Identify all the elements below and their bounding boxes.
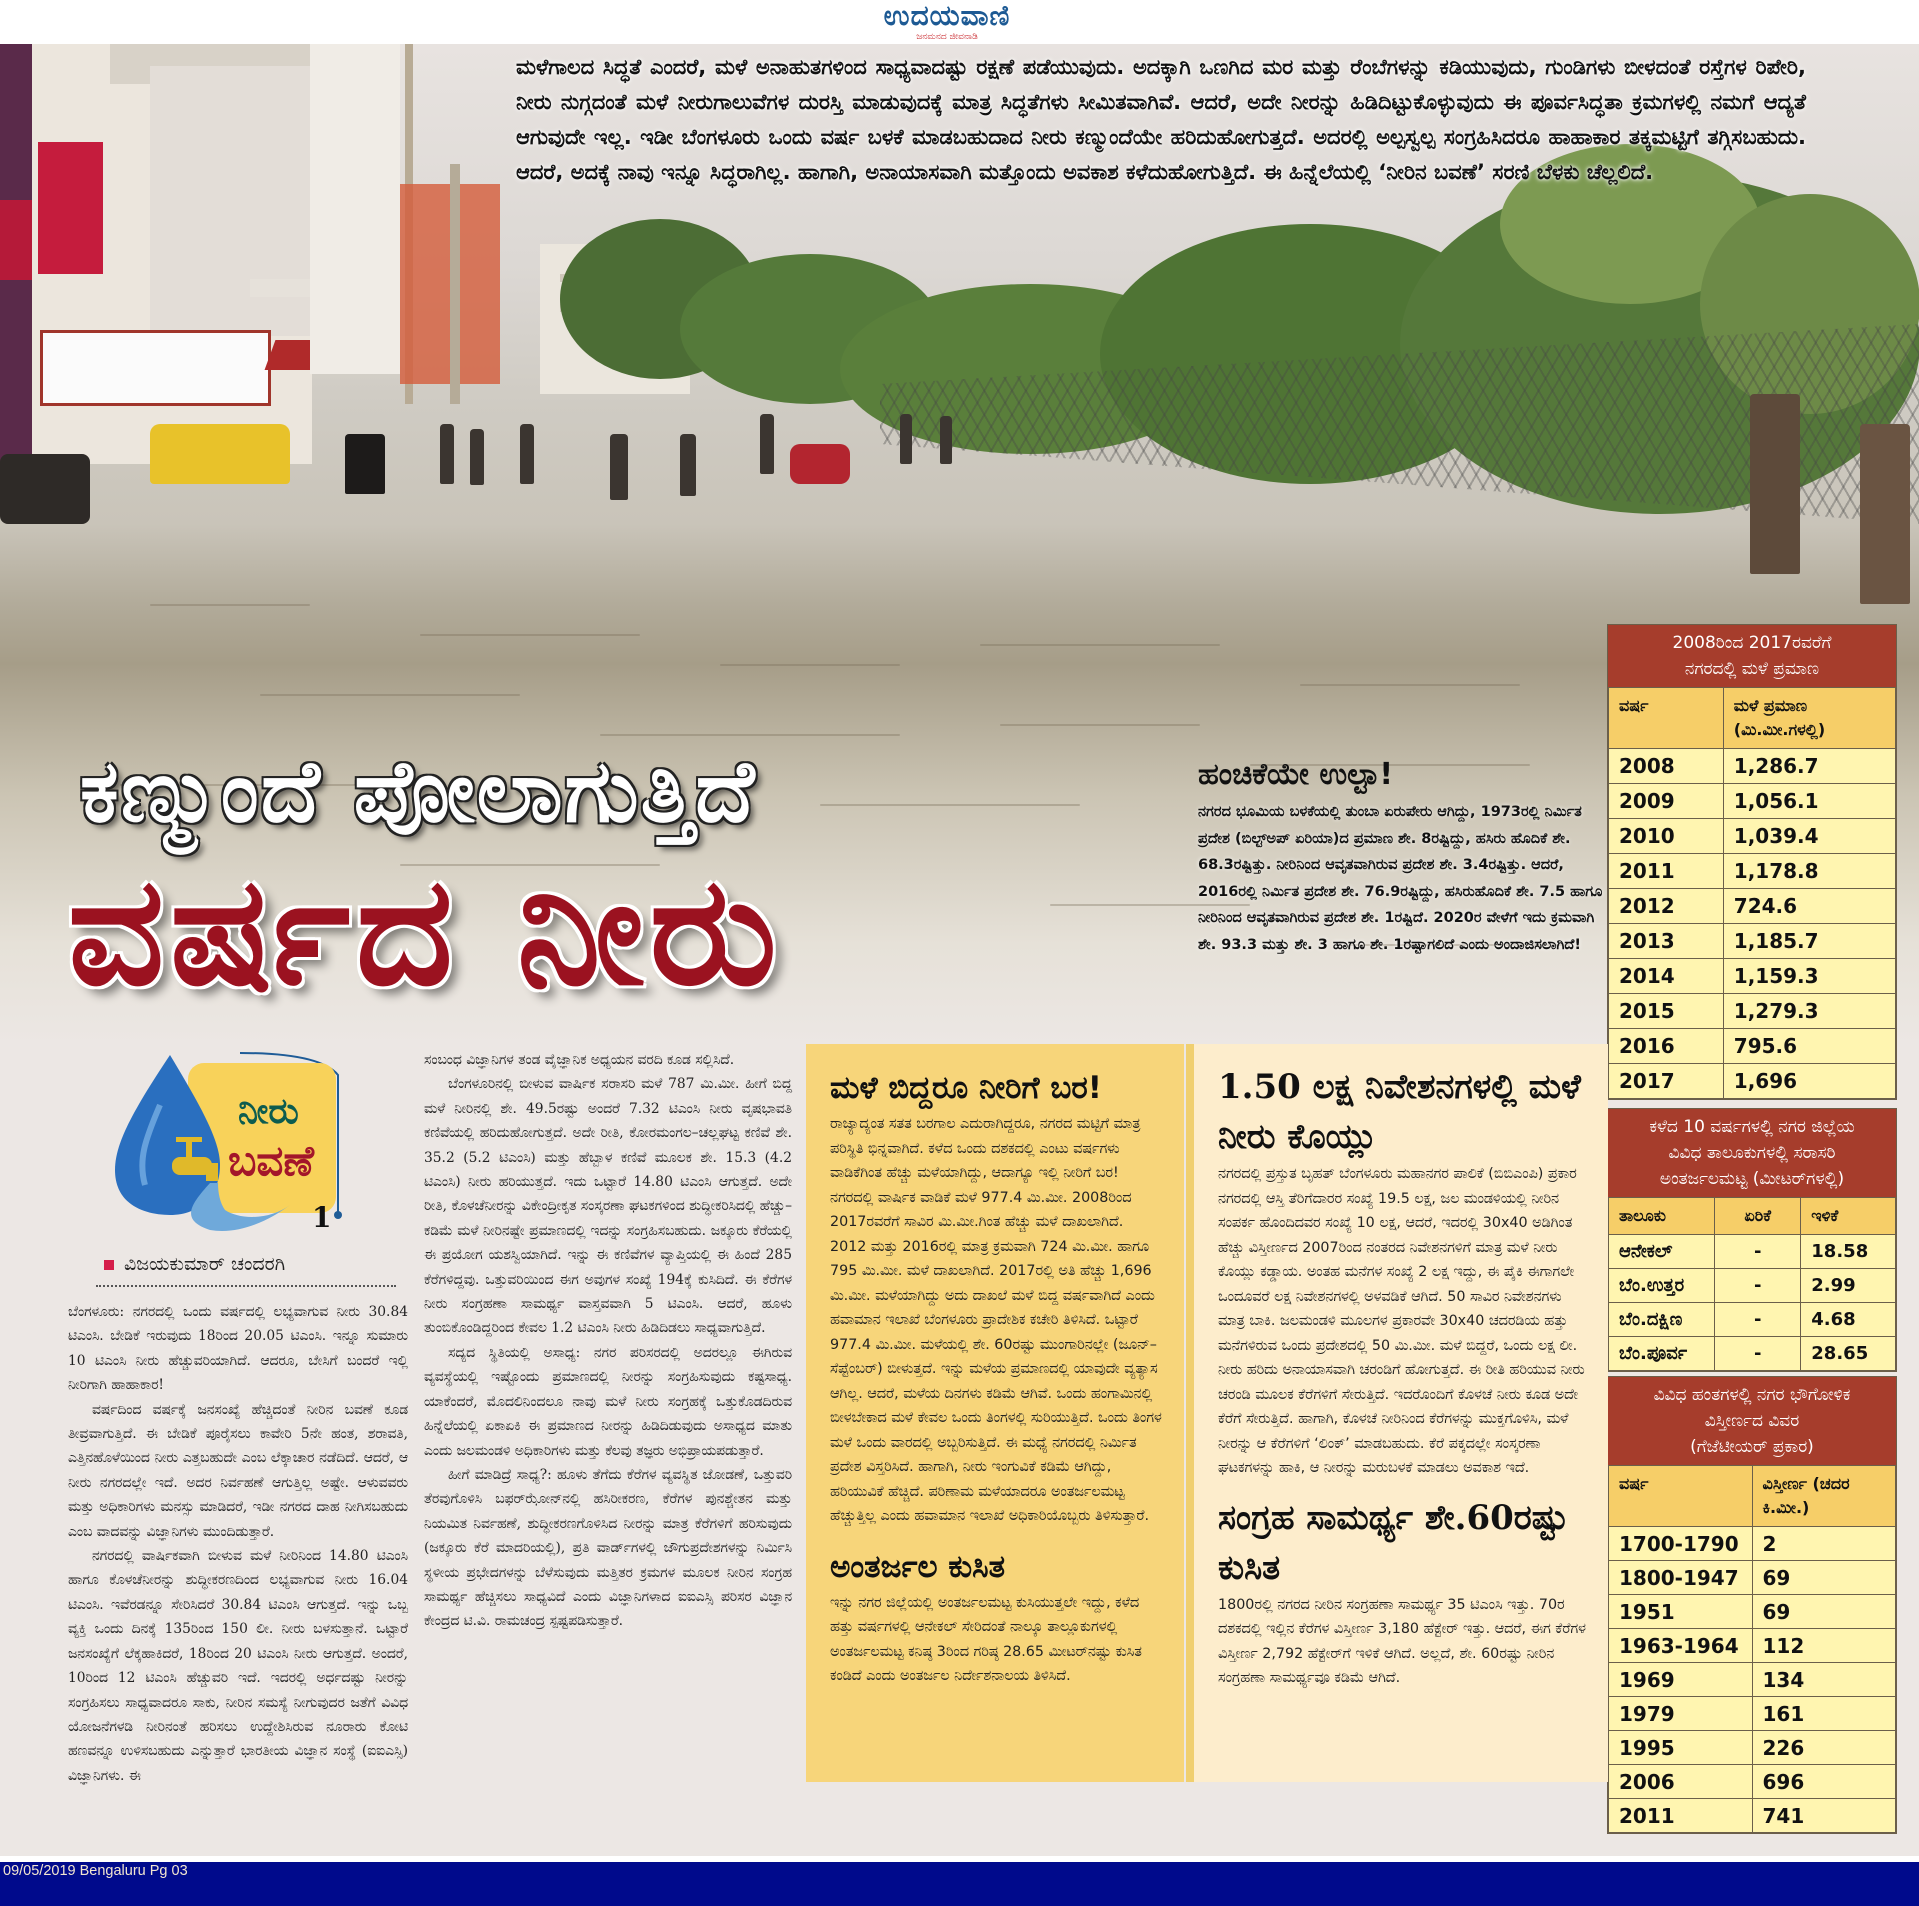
bullet-square-icon <box>104 1260 114 1270</box>
author-name: ವಿಜಯಕುಮಾರ್ ಚಂದರಗಿ <box>124 1253 286 1275</box>
series-number: 1 <box>312 1201 332 1234</box>
article-paragraph: ಬೆಂಗಳೂರು: ನಗರದಲ್ಲಿ ಒಂದು ವರ್ಷದಲ್ಲಿ ಲಭ್ಯವಾಗುವ ನೀರು 30.84 ಟಿಎಂಸಿ. ಬೇಡಿಕೆ ಇರುವುದು 18ರಿಂದ 20.05 ಟಿಎಂಸಿ. ಇನ್ನೂ ಸುಮಾರು 10 ಟಿಎಂಸಿ ನೀರು ಹೆಚ್ಚುವರಿಯಾಗಿದೆ. ಆದರೂ, ಬೇಸಿಗೆ ಬಂದರೆ ಇಲ್ಲಿ ನೀರಿಗಾಗಿ ಹಾಹಾಕಾರ! <box>68 1304 408 1394</box>
table-row <box>1609 1029 1896 1064</box>
table-cell: 1,056.1 <box>1723 784 1895 819</box>
table-cell: 1,696 <box>1723 1064 1895 1099</box>
table-cell: ಬೆಂ.ಉತ್ತರ <box>1609 1269 1715 1303</box>
article-paragraph: ಬೆಂಗಳೂರಿನಲ್ಲಿ ಬೀಳುವ ವಾರ್ಷಿಕ ಸರಾಸರಿ ಮಳೆ 787 ಮಿ.ಮೀ. ಹೀಗೆ ಬಿದ್ದ ಮಳೆ ನೀರಿನಲ್ಲಿ ಶೇ. 49.5ರಷ್ಟು ಅಂದರೆ 7.32 ಟಿಎಂಸಿ ನೀರು ವೃಷಭಾವತಿ ಕಣಿವೆಯಲ್ಲಿ ಹರಿದುಹೋಗುತ್ತದೆ. ಅದೇ ರೀತಿ, ಕೋರಮಂಗಲ–ಚಲ್ಲಘಟ್ಟ ಕಣಿವೆ ಶೇ. 35.2 (5.2 ಟಿಎಂಸಿ) ಮತ್ತು ಹೆಬ್ಬಾಳ ಕಣಿವೆ ಮೂಲಕ ಶೇ. 15.3 (4.2 ಟಿಎಂಸಿ) ನೀರು ಹರಿಯುತ್ತದೆ. ಇದು ಒಟ್ಟಾರೆ 14.80 ಟಿಎಂಸಿ ಆಗುತ್ತದೆ. ಅದೇ ರೀತಿ, ಕೊಳಚೆನೀರನ್ನು ವಿಕೇಂದ್ರೀಕೃತ ಸಂಸ್ಕರಣಾ ಘಟಕಗಳಿಂದ ಶುದ್ಧೀಕರಿಸಿದಲ್ಲಿ ಹೆಚ್ಚು–ಕಡಿಮೆ ಮಳೆ ನೀರಿನಷ್ಟೇ ಪ್ರಮಾಣದಲ್ಲಿ ಇದನ್ನು ಸಂಗ್ರಹಿಸಬಹುದು. ಜಕ್ಕೂರು ಕೆರೆಯಲ್ಲಿ ಈ ಪ್ರಯೋಗ ಯಶಸ್ವಿಯಾಗಿದೆ. ಇನ್ನು ಈ ಕಣಿವೆಗಳ ವ್ಯಾಪ್ತಿಯಲ್ಲಿ ಈ ಹಿಂದೆ 285 ಕೆರೆಗಳಿದ್ದವು. ಒತ್ತುವರಿಯಿಂದ ಈಗ ಅವುಗಳ ಸಂಖ್ಯೆ 194ಕ್ಕೆ ಕುಸಿದಿದೆ. ಈ ಕೆರೆಗಳ ನೀರು ಸಂಗ್ರಹಣಾ ಸಾಮರ್ಥ್ಯ ವಾಸ್ತವವಾಗಿ 5 ಟಿಎಂಸಿ. ಆದರೆ, ಹೂಳು ತುಂಬಿಕೊಂಡಿದ್ದರಿಂದ ಕೇವಲ 1.2 ಟಿಎಂಸಿ ನೀರು ಹಿಡಿದಿಡಲು ಸಾಧ್ಯವಾಗುತ್ತಿದೆ. <box>424 1076 792 1337</box>
column-header: ವರ್ಷ <box>1609 688 1724 749</box>
city-area-table <box>1607 1376 1897 1834</box>
table-row <box>1609 994 1896 1029</box>
table-cell: 2011 <box>1609 854 1724 889</box>
intro-paragraph: ಮಳೆಗಾಲದ ಸಿದ್ಧತೆ ಎಂದರೆ, ಮಳೆ ಅನಾಹುತಗಳಿಂದ ಸಾಧ್ಯವಾದಷ್ಟು ರಕ್ಷಣೆ ಪಡೆಯುವುದು. ಅದಕ್ಕಾಗಿ ಒಣಗಿದ ಮರ ಮತ್ತು ರೆಂಬೆಗಳನ್ನು ಕಡಿಯುವುದು, ಗುಂಡಿಗಳು ಬೀಳದಂತೆ ರಸ್ತೆಗಳ ರಿಪೇರಿ, ನೀರು ನುಗ್ಗದಂತೆ ಮಳೆ ನೀರುಗಾಲುವೆಗಳ ದುರಸ್ತಿ ಮಾಡುವುದಕ್ಕೆ ಮಾತ್ರ ಸಿದ್ಧತೆಗಳು ಸೀಮಿತವಾಗಿವೆ. ಆದರೆ, ಅದೇ ನೀರನ್ನು ಹಿಡಿದಿಟ್ಟುಕೊಳ್ಳುವುದು ಈ ಪೂರ್ವಸಿದ್ಧತಾ ಕ್ರಮಗಳಲ್ಲಿ ನಮಗೆ ಆದ್ಯತೆ ಆಗುವುದೇ ಇಲ್ಲ. ಇಡೀ ಬೆಂಗಳೂರು ಒಂದು ವರ್ಷ ಬಳಕೆ ಮಾಡಬಹುದಾದ ನೀರು ಕಣ್ಮುಂದೆಯೇ ಹರಿದುಹೋಗುತ್ತದೆ. ಅದರಲ್ಲಿ ಅಲ್ಪಸ್ವಲ್ಪ ಸಂಗ್ರಹಿಸಿದರೂ ಹಾಹಾಕಾರ ತಕ್ಕಮಟ್ಟಿಗೆ ತಗ್ಗಿಸಬಹುದು. ಆದರೆ, ಅದಕ್ಕೆ ನಾವು ಇನ್ನೂ ಸಿದ್ಧರಾಗಿಲ್ಲ. ಹಾಗಾಗಿ, ಅನಾಯಾಸವಾಗಿ ಮತ್ತೊಂದು ಅವಕಾಶ ಕಳೆದುಹೋಗುತ್ತಿದೆ. ಈ ಹಿನ್ನೆಲೆಯಲ್ಲಿ ‘ನೀರಿನ ಬವಣೆ’ ಸರಣಿ ಬೆಳಕು ಚೆಲ್ಲಲಿದೆ. <box>516 55 1806 184</box>
table-cell: 2012 <box>1609 889 1724 924</box>
table-row <box>1609 1269 1896 1303</box>
table-cell: 1969 <box>1609 1663 1753 1697</box>
table-cell: 2009 <box>1609 784 1724 819</box>
article-paragraph: ಹೀಗೆ ಮಾಡಿದ್ರೆ ಸಾಧ್ಯ?: ಹೂಳು ತೆಗೆದು ಕೆರೆಗಳ ವ್ಯವಸ್ಥಿತ ಜೋಡಣೆ, ಒತ್ತುವರಿ ತೆರವುಗೊಳಿಸಿ ಬಫರ್‌ಝೋನ್‌ನಲ್ಲಿ ಹಸಿರೀಕರಣ, ಕೆರೆಗಳ ಪುನಶ್ಚೇತನ ಮತ್ತು ನಿಯಮಿತ ನಿರ್ವಹಣೆ, ಶುದ್ಧೀಕರಣಗೊಳಿಸಿದ ನೀರನ್ನು ಮಾತ್ರ ಕೆರೆಗಳಿಗೆ ಹರಿಸುವುದು (ಜಕ್ಕೂರು ಕೆರೆ ಮಾದರಿಯಲ್ಲಿ), ಪ್ರತಿ ವಾರ್ಡ್‌ಗಳಲ್ಲಿ ಜೌಗುಪ್ರದೇಶಗಳನ್ನು ನಿರ್ಮಿಸಿ ಸ್ಥಳೀಯ ಪ್ರಭೇದಗಳನ್ನು ಬೆಳೆಸುವುದು ಮತ್ತಿತರ ಕ್ರಮಗಳ ಮೂಲಕ ನೀರಿನ ಸಂಗ್ರಹ ಸಾಮರ್ಥ್ಯ ಹೆಚ್ಚಿಸಲು ಸಾಧ್ಯವಿದೆ ಎಂದು ವಿಜ್ಞಾನಿಗಳಾದ ಐಐಎಸ್ಸಿ ಪರಿಸರ ವಿಜ್ಞಾನ ಕೇಂದ್ರದ ಟಿ.ವಿ. ರಾಮಚಂದ್ರ ಸ್ಪಷ್ಟಪಡಿಸುತ್ತಾರೆ. <box>424 1466 792 1630</box>
table-row <box>1609 1595 1896 1629</box>
caption-line: ವಿವಿಧ ಹಂತಗಳಲ್ಲಿ ನಗರ ಭೌಗೋಳಿಕ <box>1653 1385 1851 1405</box>
table-cell: 1979 <box>1609 1697 1753 1731</box>
table-row <box>1609 924 1896 959</box>
land-use-sidebar <box>1198 755 1603 958</box>
table-cell: - <box>1715 1269 1801 1303</box>
beauty-parlour-sign <box>38 142 103 274</box>
column-header: ವಿಸ್ತೀರ್ಣ (ಚದರ ಕಿ.ಮೀ.) <box>1752 1466 1896 1527</box>
table-row <box>1609 1663 1896 1697</box>
table-cell: 112 <box>1752 1629 1896 1663</box>
caption-line: ಅಂತರ್ಜಲಮಟ್ಟ (ಮೀಟರ್‌ಗಳಲ್ಲಿ) <box>1659 1169 1845 1189</box>
table-cell: 2013 <box>1609 924 1724 959</box>
land-use-body: ನಗರದ ಭೂಮಿಯ ಬಳಕೆಯಲ್ಲಿ ತುಂಬಾ ಏರುಪೇರು ಆಗಿದ್ದು, 1973ರಲ್ಲಿ ನಿರ್ಮಿತ ಪ್ರದೇಶ (ಬಿಲ್ಟ್‌ಅಪ್ ಏರಿಯಾ)ದ ಪ್ರಮಾಣ ಶೇ. 8ರಷ್ಟಿದ್ದು, ಹಸಿರು ಹೊದಿಕೆ ಶೇ. 68.3ರಷ್ಟಿತ್ತು. ನೀರಿನಿಂದ ಆವೃತವಾಗಿರುವ ಪ್ರದೇಶ ಶೇ. 3.4ರಷ್ಟಿತ್ತು. ಆದರೆ, 2016ರಲ್ಲಿ ನಿರ್ಮಿತ ಪ್ರದೇಶ ಶೇ. 76.9ರಷ್ಟಿದ್ದು, ಹಸಿರುಹೊದಿಕೆ ಶೇ. 7.5 ಹಾಗೂ ನೀರಿನಿಂದ ಆವೃತವಾಗಿರುವ ಪ್ರದೇಶ ಶೇ. 1ರಷ್ಟಿದೆ. 2020ರ ವೇಳೆಗೆ ಇದು ಕ್ರಮವಾಗಿ ಶೇ. 93.3 ಮತ್ತು ಶೇ. 3 ಹಾಗೂ ಶೇ. 1ರಷ್ಟಾಗಲಿದೆ ಎಂದು ಅಂದಾಜಿಸಲಾಗಿದೆ! <box>1198 804 1603 953</box>
column-header: ಏರಿಕೆ <box>1715 1198 1801 1235</box>
table-cell: 69 <box>1752 1561 1896 1595</box>
article-column-2 <box>424 1048 792 1634</box>
table-cell: 2015 <box>1609 994 1724 1029</box>
rainfall-table <box>1607 624 1897 1100</box>
caption-line: 2008ರಿಂದ 2017ರವರೆಗೆ <box>1672 633 1832 653</box>
table-cell: 1,159.3 <box>1723 959 1895 994</box>
caption-line: (ಗೆಜೆಟೀಯರ್ ಪ್ರಕಾರ) <box>1690 1437 1814 1457</box>
table-cell: 18.58 <box>1801 1235 1896 1269</box>
table-cell: 724.6 <box>1723 889 1895 924</box>
column-header: ಇಳಿಕೆ <box>1801 1198 1896 1235</box>
table-cell: 1,286.7 <box>1723 749 1895 784</box>
table-cell: 1951 <box>1609 1595 1753 1629</box>
article-paragraph: ಸಂಬಂಧ ವಿಜ್ಞಾನಿಗಳ ತಂಡ ವೈಜ್ಞಾನಿಕ ಅಧ್ಯಯನ ವರದಿ ಕೂಡ ಸಲ್ಲಿಸಿದೆ. <box>424 1052 735 1068</box>
table-row <box>1609 1731 1896 1765</box>
caption-line: ನಗರದಲ್ಲಿ ಮಳೆ ಪ್ರಮಾಣ <box>1684 659 1820 679</box>
table-row <box>1609 819 1896 854</box>
water-drop-tap-icon <box>90 1045 390 1245</box>
storage-subtitle: ಸಂಗ್ರಹ ಸಾಮರ್ಥ್ಯ ಶೇ.60ರಷ್ಟು ಕುಸಿತ <box>1218 1497 1569 1588</box>
storage-body: 1800ರಲ್ಲಿ ನಗರದ ನೀರಿನ ಸಂಗ್ರಹಣಾ ಸಾಮರ್ಥ್ಯ 35 ಟಿಎಂಸಿ ಇತ್ತು. 70ರ ದಶಕದಲ್ಲಿ ಇಲ್ಲಿನ ಕೆರೆಗಳ ವಿಸ್ತೀರ್ಣ 3,180 ಹೆಕ್ಟೇರ್ ಇತ್ತು. ಆದರೆ, ಈಗ ಕೆರೆಗಳ ವಿಸ್ತೀರ್ಣ 2,792 ಹೆಕ್ಟೇರ್‌ಗೆ ಇಳಿಕೆ ಆಗಿದೆ. ಅಲ್ಲದೆ, ಶೇ. 60ರಷ್ಟು ನೀರಿನ ಸಂಗ್ರಹಣಾ ಸಾಮರ್ಥ್ಯವೂ ಕಡಿಮೆ ಆಗಿದೆ. <box>1218 1596 1586 1686</box>
headline-line-1: ಕಣ್ಮುಂದೆ ಪೋಲಾಗುತ್ತಿದೆ <box>80 742 757 842</box>
table-cell: 1700-1790 <box>1609 1527 1753 1561</box>
table-cell: 2016 <box>1609 1029 1724 1064</box>
harvest-box-body: ನಗರದಲ್ಲಿ ಪ್ರಸ್ತುತ ಬೃಹತ್ ಬೆಂಗಳೂರು ಮಹಾನಗರ ಪಾಲಿಕೆ (ಬಿಬಿಎಂಪಿ) ಪ್ರಕಾರ ನಗರದಲ್ಲಿ ಆಸ್ತಿ ತೆರಿಗೆದಾರರ ಸಂಖ್ಯೆ 19.5 ಲಕ್ಷ, ಜಲ ಮಂಡಳಿಯಲ್ಲಿ ನೀರಿನ ಸಂಪರ್ಕ ಹೊಂದಿದವರ ಸಂಖ್ಯೆ 10 ಲಕ್ಷ, ಆದರೆ, ಇದರಲ್ಲಿ 30x40 ಅಡಿಗಿಂತ ಹೆಚ್ಚು ವಿಸ್ತೀರ್ಣದ 2007ರಿಂದ ನಂತರದ ನಿವೇಶನಗಳಿಗೆ ಮಾತ್ರ ಮಳೆ ನೀರು ಕೊಯ್ಲು ಕಡ್ಡಾಯ. ಅಂತಹ ಮನೆಗಳ ಸಂಖ್ಯೆ 2 ಲಕ್ಷ ಇದ್ದು, ಈ ಪೈಕಿ ಈಗಾಗಲೇ ಒಂದೂವರೆ ಲಕ್ಷ ನಿವೇಶನಗಳಲ್ಲಿ ಅಳವಡಿಕೆ ಆಗಿದೆ. 50 ಸಾವಿರ ನಿವೇಶನಗಳು ಮಾತ್ರ ಬಾಕಿ. ಜಲಮಂಡಳಿ ಮೂಲಗಳ ಪ್ರಕಾರವೇ 30x40 ಚದರಡಿಯ ಹತ್ತು ಮನೆಗಳಿರುವ ಒಂದು ಪ್ರದೇಶದಲ್ಲಿ 50 ಮಿ.ಮೀ. ಮಳೆ ಬಿದ್ದರೆ, ಒಂದು ಲಕ್ಷ ಲೀ. ನೀರು ಹರಿದು ಅನಾಯಾಸವಾಗಿ ಚರಂಡಿಗೆ ಹೋಗುತ್ತದೆ. ಈ ರೀತಿ ಹರಿಯುವ ನೀರು ಚರಂಡಿ ಮೂಲಕ ಕೆರೆಗಳಿಗೆ ಸೇರುತ್ತಿದೆ. ಇದರೊಂದಿಗೆ ಕೊಳಚೆ ನೀರು ಕೂಡ ಅದೇ ಕೆರೆಗೆ ಸೇರುತ್ತಿದೆ. ಹಾಗಾಗಿ, ಕೊಳಚೆ ನೀರಿನಿಂದ ಕೆರೆಗಳನ್ನು ಮುಕ್ತಗೊಳಿಸಿ, ಮಳೆ ನೀರನ್ನು ಆ ಕೆರೆಗಳಿಗೆ ‘ಲಿಂಕ್’ ಮಾಡಬಹುದು. ಕೆರೆ ಪಕ್ಕದಲ್ಲೇ ಸಂಸ್ಕರಣಾ ಘಟಕಗಳನ್ನು ಹಾಕಿ, ಆ ನೀರನ್ನು ಮರುಬಳಕೆ ಮಾಡಲು ಅವಕಾಶ ಇದೆ. <box>1218 1166 1585 1476</box>
table-cell: 161 <box>1752 1697 1896 1731</box>
city-area-table-caption <box>1608 1377 1896 1465</box>
rainwater-harvest-box <box>1186 1044 1608 1782</box>
series-logo-line-1: ನೀರು <box>238 1091 299 1132</box>
table-row <box>1609 1765 1896 1799</box>
table-cell: - <box>1715 1303 1801 1337</box>
logo-tagline: ಜನಮನದ ಜೀವನಾಡಿ <box>916 32 978 42</box>
table-row <box>1609 1337 1896 1371</box>
footer-date-page: 09/05/2019 Bengaluru Pg 03 <box>3 1863 188 1879</box>
table-row <box>1609 1527 1896 1561</box>
column-header: ವರ್ಷ <box>1609 1466 1753 1527</box>
dotted-divider <box>96 1285 396 1287</box>
auto-rickshaw <box>150 424 290 484</box>
caption-line: ಕಳೆದ 10 ವರ್ಷಗಳಲ್ಲಿ ನಗರ ಜಿಲ್ಲೆಯ <box>1649 1117 1855 1137</box>
table-cell: 1800-1947 <box>1609 1561 1753 1595</box>
table-cell: 2.99 <box>1801 1269 1896 1303</box>
table-cell: 2010 <box>1609 819 1724 854</box>
series-logo <box>90 1045 390 1245</box>
table-row <box>1609 784 1896 819</box>
newspaper-logo <box>812 0 1082 42</box>
table-cell: 696 <box>1752 1765 1896 1799</box>
caption-line: ವಿವಿಧ ತಾಲೂಕುಗಳಲ್ಲಿ ಸರಾಸರಿ <box>1668 1143 1836 1163</box>
groundwater-subtitle: ಅಂತರ್ಜಲ ಕುಸಿತ <box>830 1548 1006 1585</box>
table-cell: 2011 <box>1609 1799 1753 1833</box>
drought-box-title: ಮಳೆ ಬಿದ್ದರೂ ನೀರಿಗೆ ಬರ! <box>830 1070 1102 1106</box>
table-cell: 1963-1964 <box>1609 1629 1753 1663</box>
table-cell: 795.6 <box>1723 1029 1895 1064</box>
article-paragraph: ನಗರದಲ್ಲಿ ವಾರ್ಷಿಕವಾಗಿ ಬೀಳುವ ಮಳೆ ನೀರಿನಿಂದ 14.80 ಟಿಎಂಸಿ ಹಾಗೂ ಕೊಳಚೆನೀರನ್ನು ಶುದ್ಧೀಕರಣದಿಂದ ಲಭ್ಯವಾಗುವ ನೀರು 16.04 ಟಿಎಂಸಿ. ಇವೆರಡನ್ನೂ ಸೇರಿಸಿದರೆ 30.84 ಟಿಎಂಸಿ ಆಗುತ್ತದೆ. ಇನ್ನು ಒಬ್ಬ ವ್ಯಕ್ತಿ ಒಂದು ದಿನಕ್ಕೆ 135ರಿಂದ 150 ಲೀ. ನೀರು ಬಳಸುತ್ತಾನೆ. ಒಟ್ಟಾರೆ ಜನಸಂಖ್ಯೆಗೆ ಲೆಕ್ಕಹಾಕಿದರೆ, 18ರಿಂದ 20 ಟಿಎಂಸಿ ನೀರು ಆಗುತ್ತದೆ. ಅಂದರೆ, 10ರಿಂದ 12 ಟಿಎಂಸಿ ಹೆಚ್ಚುವರಿ ಇದೆ. ಇದರಲ್ಲಿ ಅರ್ಧದಷ್ಟು ನೀರನ್ನು ಸಂಗ್ರಹಿಸಲು ಸಾಧ್ಯವಾದರೂ ಸಾಕು, ನೀರಿನ ಸಮಸ್ಯೆ ನೀಗುವುದರ ಜತೆಗೆ ವಿವಿಧ ಯೋಜನೆಗಳಡಿ ನೀರಿನಂತೆ ಹರಿಸಲು ಉದ್ದೇಶಿಸಿರುವ ನೂರಾರು ಕೋಟಿ ಹಣವನ್ನೂ ಉಳಿಸಬಹುದು ಎನ್ನುತ್ತಾರೆ ಭಾರತೀಯ ವಿಜ್ಞಾನ ಸಂಸ್ಥೆ (ಐಐಎಸ್ಸಿ) ವಿಜ್ಞಾನಿಗಳು. ಈ <box>68 1548 408 1784</box>
table-cell: - <box>1715 1235 1801 1269</box>
groundwater-table-caption <box>1608 1109 1896 1197</box>
table-row <box>1609 1235 1896 1269</box>
table-cell: 2017 <box>1609 1064 1724 1099</box>
table-cell: 1,279.3 <box>1723 994 1895 1029</box>
table-row <box>1609 749 1896 784</box>
table-cell: ಬೆಂ.ದಕ್ಷಿಣ <box>1609 1303 1715 1337</box>
column-header: ಮಳೆ ಪ್ರಮಾಣ (ಮಿ.ಮೀ.ಗಳಲ್ಲಿ) <box>1723 688 1895 749</box>
article-paragraph: ಸದ್ಯದ ಸ್ಥಿತಿಯಲ್ಲಿ ಅಸಾಧ್ಯ: ನಗರ ಪರಿಸರದಲ್ಲಿ ಅದರಲ್ಲೂ ಈಗಿರುವ ವ್ಯವಸ್ಥೆಯಲ್ಲಿ ಇಷ್ಟೊಂದು ಪ್ರಮಾಣದಲ್ಲಿ ನೀರನ್ನು ಸಂಗ್ರಹಿಸುವುದು ಕಷ್ಟಸಾಧ್ಯ. ಯಾಕೆಂದರೆ, ಮೊದಲಿನಿಂದಲೂ ನಾವು ಮಳೆ ನೀರು ಸಂಗ್ರಹಕ್ಕೆ ಒತ್ತುಕೊಡದಿರುವ ಹಿನ್ನೆಲೆಯಲ್ಲಿ ಏಕಾಏಕಿ ಈ ಪ್ರಮಾಣದ ನೀರನ್ನು ಹಿಡಿದಿಡುವುದು ಅಸಾಧ್ಯದ ಮಾತು ಎಂದು ಜಲಮಂಡಳಿ ಅಧಿಕಾರಿಗಳು ಮತ್ತು ಕೆಲವು ತಜ್ಞರು ಅಭಿಪ್ರಾಯಪಡುತ್ತಾರೆ. <box>424 1344 792 1459</box>
table-cell: 1,185.7 <box>1723 924 1895 959</box>
table-cell: 2006 <box>1609 1765 1753 1799</box>
headline-line-2: ವರ್ಷದ ನೀರು <box>68 845 783 1019</box>
table-cell: 2 <box>1752 1527 1896 1561</box>
table-row <box>1609 889 1896 924</box>
table-cell: 1995 <box>1609 1731 1753 1765</box>
column-header: ತಾಲೂಕು <box>1609 1198 1715 1235</box>
table-cell: 69 <box>1752 1595 1896 1629</box>
table-cell: 134 <box>1752 1663 1896 1697</box>
table-cell: 1,178.8 <box>1723 854 1895 889</box>
table-row <box>1609 1697 1896 1731</box>
logo-text: ಉದಯವಾಣಿ <box>883 0 1011 32</box>
table-cell: 4.68 <box>1801 1303 1896 1337</box>
table-row <box>1609 1064 1896 1099</box>
rainfall-table-caption <box>1608 625 1896 687</box>
red-car <box>790 444 850 484</box>
table-row <box>1609 1799 1896 1833</box>
table-cell: 1,039.4 <box>1723 819 1895 854</box>
table-cell: 2008 <box>1609 749 1724 784</box>
table-cell: 226 <box>1752 1731 1896 1765</box>
groundwater-body: ಇನ್ನು ನಗರ ಜಿಲ್ಲೆಯಲ್ಲಿ ಅಂತರ್ಜಲಮಟ್ಟ ಕುಸಿಯುತ್ತಲೇ ಇದ್ದು, ಕಳೆದ ಹತ್ತು ವರ್ಷಗಳಲ್ಲಿ ಆನೇಕಲ್ ಸೇರಿದಂತೆ ನಾಲ್ಕೂ ತಾಲ್ಲೂಕುಗಳಲ್ಲಿ ಅಂತರ್ಜಲಮಟ್ಟ ಕನಿಷ್ಠ 3ರಿಂದ ಗರಿಷ್ಠ 28.65 ಮೀಟರ್‌ನಷ್ಟು ಕುಸಿತ ಕಂಡಿದೆ ಎಂದು ಅಂತರ್ಜಲ ನಿರ್ದೇಶನಾಲಯ ತಿಳಿಸಿದೆ. <box>830 1594 1142 1684</box>
table-cell: 28.65 <box>1801 1337 1896 1371</box>
article-paragraph: ವರ್ಷದಿಂದ ವರ್ಷಕ್ಕೆ ಜನಸಂಖ್ಯೆ ಹೆಚ್ಚಿದಂತೆ ನೀರಿನ ಬವಣೆ ಕೂಡ ತೀವ್ರವಾಗುತ್ತಿದೆ. ಈ ಬೇಡಿಕೆ ಪೂರೈಸಲು ಕಾವೇರಿ 5ನೇ ಹಂತ, ಶರಾವತಿ, ಎತ್ತಿನಹೊಳೆಯಿಂದ ನೀರು ಎತ್ತಬಹುದೇ ಎಂಬ ಲೆಕ್ಕಾಚಾರ ನಡೆದಿದೆ. ಆದರೆ, ಆ ನೀರು ನಗರದಲ್ಲೇ ಇದೆ. ಅದರ ನಿರ್ವಹಣೆ ಆಗುತ್ತಿಲ್ಲ ಅಷ್ಟೇ. ಆಳುವವರು ಮತ್ತು ಅಧಿಕಾರಿಗಳು ಮನಸ್ಸು ಮಾಡಿದರೆ, ಇಡೀ ನಗರದ ದಾಹ ನೀಗಿಸಬಹುದು ಎಂಬ ವಾದವನ್ನು ವಿಜ್ಞಾನಿಗಳು ಮುಂದಿಡುತ್ತಾರೆ. <box>68 1401 408 1540</box>
series-logo-line-2: ಬವಣೆ <box>228 1136 314 1185</box>
groundwater-table <box>1607 1108 1897 1372</box>
table-cell: ಆನೇಕಲ್ <box>1609 1235 1715 1269</box>
indane-sign <box>40 330 271 406</box>
table-row <box>1609 854 1896 889</box>
table-cell: 741 <box>1752 1799 1896 1833</box>
table-row <box>1609 959 1896 994</box>
table-cell: ಬೆಂ.ಪೂರ್ವ <box>1609 1337 1715 1371</box>
harvest-box-title: 1.50 ಲಕ್ಷ ನಿವೇಶನಗಳಲ್ಲಿ ಮಳೆ ನೀರು ಕೊಯ್ಲು <box>1218 1067 1581 1157</box>
caption-line: ವಿಸ್ತೀರ್ಣದ ವಿವರ <box>1704 1411 1800 1431</box>
article-column-1 <box>68 1300 408 1788</box>
table-cell: - <box>1715 1337 1801 1371</box>
drought-box-body: ರಾಜ್ಯಾದ್ಯಂತ ಸತತ ಬರಗಾಲ ಎದುರಾಗಿದ್ದರೂ, ನಗರದ ಮಟ್ಟಿಗೆ ಮಾತ್ರ ಪರಿಸ್ಥಿತಿ ಭಿನ್ನವಾಗಿದೆ. ಕಳೆದ ಒಂದು ದಶಕದಲ್ಲಿ ಎಂಟು ವರ್ಷಗಳು ವಾಡಿಕೆಗಿಂತ ಹೆಚ್ಚು ಮಳೆಯಾಗಿದ್ದು, ಆದಾಗ್ಯೂ ಇಲ್ಲಿ ನೀರಿಗೆ ಬರ! ನಗರದಲ್ಲಿ ವಾರ್ಷಿಕ ವಾಡಿಕೆ ಮಳೆ 977.4 ಮಿ.ಮೀ. 2008ರಿಂದ 2017ರವರೆಗೆ ಸಾವಿರ ಮಿ.ಮೀ.ಗಿಂತ ಹೆಚ್ಚು ಮಳೆ ದಾಖಲಾಗಿದೆ. 2012 ಮತ್ತು 2016ರಲ್ಲಿ ಮಾತ್ರ ಕ್ರಮವಾಗಿ 724 ಮಿ.ಮೀ. ಹಾಗೂ 795 ಮಿ.ಮೀ. ಮಳೆ ದಾಖಲಾಗಿದೆ. 2017ರಲ್ಲಿ ಅತಿ ಹೆಚ್ಚು 1,696 ಮಿ.ಮೀ. ಮಳೆಯಾಗಿದ್ದು ಅದು ದಾಖಲೆ ಮಳೆ ಬಿದ್ದ ವರ್ಷವಾಗಿದೆ ಎಂದು ಹವಾಮಾನ ಇಲಾಖೆ ಬೆಂಗಳೂರು ಪ್ರಾದೇಶಿಕ ಕಚೇರಿ ತಿಳಿಸಿದೆ. ಒಟ್ಟಾರೆ 977.4 ಮಿ.ಮೀ. ಮಳೆಯಲ್ಲಿ ಶೇ. 60ರಷ್ಟು ಮುಂಗಾರಿನಲ್ಲೇ (ಜೂನ್–ಸೆಪ್ಟೆಂಬರ್) ಬೀಳುತ್ತದೆ. ಇನ್ನು ಮಳೆಯ ಪ್ರಮಾಣದಲ್ಲಿ ಯಾವುದೇ ವ್ಯತ್ಯಾಸ ಆಗಿಲ್ಲ. ಆದರೆ, ಮಳೆಯ ದಿನಗಳು ಕಡಿಮೆ ಆಗಿವೆ. ಒಂದು ಹಂಗಾಮಿನಲ್ಲಿ ಬೀಳಬೇಕಾದ ಮಳೆ ಕೇವಲ ಒಂದು ತಿಂಗಳಲ್ಲಿ ಸುರಿಯುತ್ತಿದೆ. ಒಂದು ತಿಂಗಳ ಮಳೆ ಒಂದು ವಾರದಲ್ಲಿ ಅಬ್ಬರಿಸುತ್ತಿದೆ. ಈ ಮಧ್ಯೆ ನಗರದಲ್ಲಿ ನಿರ್ಮಿತ ಪ್ರದೇಶ ವಿಸ್ತರಿಸಿದೆ. ಹಾಗಾಗಿ, ನೀರು ಇಂಗುವಿಕೆ ಕಡಿಮೆ ಆಗಿದ್ದು, ಹರಿಯುವಿಕೆ ಹೆಚ್ಚಿದೆ. ಪರಿಣಾಮ ಮಳೆಯಾದರೂ ಅಂತರ್ಜಲಮಟ್ಟ ಹೆಚ್ಚುತ್ತಿಲ್ಲ ಎಂದು ಹವಾಮಾನ ಇಲಾಖೆ ಅಧಿಕಾರಿಯೊಬ್ಬರು ತಿಳಿಸುತ್ತಾರೆ. <box>830 1116 1162 1524</box>
table-row <box>1609 1561 1896 1595</box>
table-row <box>1609 1629 1896 1663</box>
byline <box>104 1253 285 1275</box>
land-use-title: ಹಂಚಿಕೆಯೇ ಉಲ್ಟಾ! <box>1198 757 1394 792</box>
footer-bar <box>0 1856 1919 1906</box>
table-row <box>1609 1303 1896 1337</box>
drought-box <box>806 1044 1184 1782</box>
table-cell: 2014 <box>1609 959 1724 994</box>
